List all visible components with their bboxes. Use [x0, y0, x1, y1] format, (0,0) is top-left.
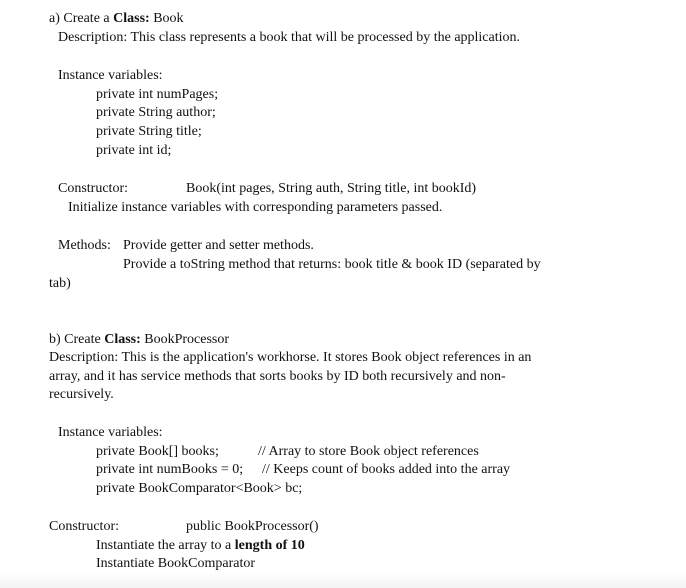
part-a-var-title: private String title; — [96, 124, 202, 139]
part-b-description-line1: Description: This is the application's workhorse. It stores Book object references in an — [49, 350, 532, 365]
part-a-methods-line2: Provide a toString method that returns: book title & book ID (separated by — [123, 257, 541, 272]
part-b-heading-prefix: b) Create — [49, 332, 105, 347]
part-a-methods-label: Methods: — [58, 238, 111, 253]
part-b-heading-bold: Class: — [104, 332, 141, 347]
part-b-heading — [49, 331, 229, 349]
part-a-constructor-signature: Book(int pages, String auth, String title, int bookId) — [186, 181, 477, 196]
part-a-var-id: private int id; — [96, 143, 172, 158]
part-b-constructor-note1 — [96, 537, 305, 555]
part-a-heading — [49, 10, 184, 28]
part-b-heading-suffix: BookProcessor — [140, 332, 230, 347]
part-a-heading-suffix: Book — [149, 11, 184, 26]
part-a-constructor-label: Constructor: — [58, 181, 128, 196]
part-b-constructor-signature: public BookProcessor() — [186, 519, 319, 534]
part-b-var-books-comment: // Array to store Book object references — [258, 444, 479, 459]
part-b-instance-vars-label: Instance variables: — [58, 425, 163, 440]
part-a-methods-line3: tab) — [49, 276, 71, 291]
part-b-var-num-books-comment: // Keeps count of books added into the array — [262, 462, 511, 477]
part-a-heading-prefix: a) Create a — [49, 11, 114, 26]
part-a-var-num-pages: private int numPages; — [96, 87, 219, 102]
part-a-var-author: private String author; — [96, 105, 216, 120]
part-b-var-num-books: private int numBooks = 0; — [96, 462, 244, 477]
part-b-constructor-label: Constructor: — [49, 519, 119, 534]
part-b-description-line2: array, and it has service methods that sorts books by ID both recursively and non- — [49, 369, 506, 384]
page-bottom-fade — [0, 572, 686, 588]
part-a-heading-bold: Class: — [113, 11, 150, 26]
part-b-var-books: private Book[] books; — [96, 444, 219, 459]
part-a-description: Description: This class represents a book that will be processed by the application. — [58, 30, 521, 45]
part-a-methods-line1: Provide getter and setter methods. — [123, 238, 314, 253]
part-a-instance-vars-label: Instance variables: — [58, 68, 163, 83]
part-b-var-comparator: private BookComparator<Book> bc; — [96, 481, 303, 496]
part-a-constructor-note: Initialize instance variables with corresponding parameters passed. — [68, 200, 443, 215]
part-b-description-line3: recursively. — [49, 387, 114, 402]
part-b-constructor-note1-bold: length of 10 — [234, 538, 305, 553]
part-b-constructor-note1-prefix: Instantiate the array to a — [96, 538, 235, 553]
part-b-constructor-note2: Instantiate BookComparator — [96, 556, 256, 571]
